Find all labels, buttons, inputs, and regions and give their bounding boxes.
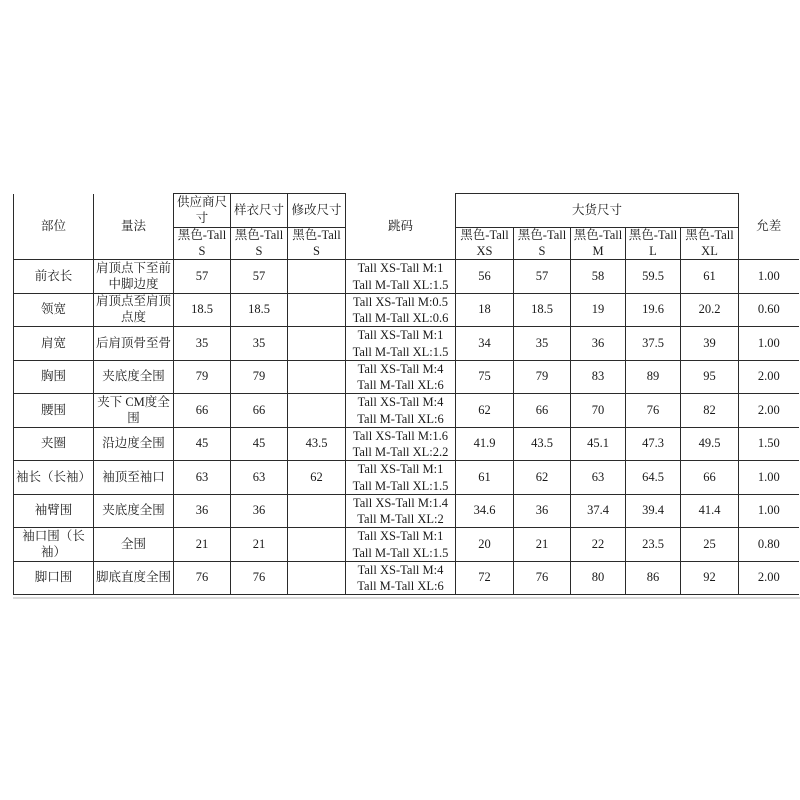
size-label: L [649,243,657,258]
col-header-method: 量法 [94,194,174,260]
table-row [14,260,799,294]
table-row [14,561,799,595]
cell-modified-size: 62 [288,461,346,495]
cell-bulk-l: 37.5 [626,327,681,361]
cell-tolerance: 1.00 [739,260,799,294]
size-label: S [538,243,546,258]
cell-supplier-size: 66 [174,394,231,428]
cell-bulk-l: 39.4 [626,494,681,528]
cell-part: 袖长（长袖） [14,461,94,495]
cell-grading [346,260,456,294]
cell-bulk-s: 21 [514,528,571,562]
cell-tolerance: 2.00 [739,394,799,428]
cell-bulk-xl: 25 [681,528,739,562]
cell-grading [346,461,456,495]
colorway-label: 黑色-Tall [292,228,341,242]
cell-part: 前衣长 [14,260,94,294]
cell-bulk-l: 64.5 [626,461,681,495]
cell-sample-size: 45 [231,427,288,461]
cell-bulk-m: 36 [571,327,626,361]
cell-bulk-m: 63 [571,461,626,495]
cell-bulk-xl: 61 [681,260,739,294]
cell-grading [346,427,456,461]
colorway-label: 黑色-Tall [517,228,567,242]
cell-bulk-xl: 82 [681,394,739,428]
cell-supplier-size: 35 [174,327,231,361]
cell-tolerance: 1.00 [739,494,799,528]
cell-part: 腰围 [14,394,94,428]
grading-line: Tall M-Tall XL:1.5 [352,478,449,493]
cell-bulk-m: 58 [571,260,626,294]
cell-grading [346,327,456,361]
colorway-label: 黑色-Tall [460,228,509,242]
cell-bulk-xl: 41.4 [681,494,739,528]
cell-bulk-m: 45.1 [571,427,626,461]
cell-bulk-xl: 49.5 [681,427,739,461]
cell-method: 夹底度全围 [94,360,174,394]
spec-rows [14,260,799,595]
grading-line: Tall M-Tall XL:1.5 [352,545,449,560]
cell-bulk-s: 79 [514,360,571,394]
subheader-bulk-s [514,228,571,260]
grading-line: Tall XS-Tall M:4 [357,395,444,410]
grading-line: Tall M-Tall XL:2 [357,512,444,526]
cell-modified-size [288,394,346,428]
cell-bulk-xl: 95 [681,360,739,394]
cell-supplier-size: 79 [174,360,231,394]
cell-part: 夹圈 [14,427,94,461]
cell-bulk-xs: 20 [456,528,514,562]
grading-line: Tall XS-Tall M:1 [357,328,444,343]
cell-bulk-s: 35 [514,327,571,361]
size-label: S [255,243,263,258]
cell-supplier-size: 45 [174,427,231,461]
grading-line: Tall XS-Tall M:1.6 [352,428,449,443]
cell-supplier-size: 21 [174,528,231,562]
cell-part: 脚口围 [14,561,94,595]
cell-bulk-s: 76 [514,561,571,595]
table-row [14,427,799,461]
cell-bulk-xl: 20.2 [681,293,739,327]
cell-modified-size [288,561,346,595]
cell-sample-size: 57 [231,260,288,294]
cell-method: 脚底直度全围 [94,561,174,595]
cell-bulk-xs: 18 [456,293,514,327]
cell-bulk-m: 80 [571,561,626,595]
grading-line: Tall M-Tall XL:6 [357,579,444,593]
cell-method: 夹底度全围 [94,494,174,528]
cell-part: 胸围 [14,360,94,394]
size-label: S [313,243,320,258]
cell-supplier-size: 63 [174,461,231,495]
subheader-modified-colorway [288,228,346,260]
cell-bulk-m: 19 [571,293,626,327]
grading-line: Tall XS-Tall M:4 [357,562,444,577]
cell-grading [346,561,456,595]
cell-sample-size: 76 [231,561,288,595]
cell-grading [346,494,456,528]
cell-bulk-xs: 56 [456,260,514,294]
grading-line: Tall XS-Tall M:1 [357,462,444,477]
cell-bulk-xs: 62 [456,394,514,428]
cell-modified-size: 43.5 [288,427,346,461]
grading-line: Tall M-Tall XL:6 [357,378,444,392]
size-label: S [198,243,206,258]
subheader-bulk-xl [681,228,739,260]
cell-bulk-m: 37.4 [571,494,626,528]
cell-tolerance: 0.80 [739,528,799,562]
cell-bulk-xl: 39 [681,327,739,361]
cell-method: 沿边度全围 [94,427,174,461]
colorway-label: 黑色-Tall [234,228,284,242]
cell-bulk-xs: 72 [456,561,514,595]
cell-bulk-xs: 61 [456,461,514,495]
cell-bulk-m: 83 [571,360,626,394]
col-header-supplier-size: 供应商尺寸 [174,194,231,228]
cell-bulk-s: 36 [514,494,571,528]
cell-tolerance: 0.60 [739,293,799,327]
cell-bulk-l: 23.5 [626,528,681,562]
cell-method: 后肩顶骨至骨 [94,327,174,361]
table-row [14,494,799,528]
cell-grading [346,528,456,562]
cell-bulk-l: 89 [626,360,681,394]
cell-grading [346,394,456,428]
cell-bulk-s: 57 [514,260,571,294]
cell-tolerance: 2.00 [739,561,799,595]
cell-sample-size: 63 [231,461,288,495]
grading-line: Tall XS-Tall M:0.5 [352,294,449,309]
cell-modified-size [288,327,346,361]
colorway-label: 黑色-Tall [573,228,623,242]
table-row [14,327,799,361]
grading-line: Tall M-Tall XL:6 [357,411,444,426]
cell-part: 领宽 [14,293,94,327]
cell-bulk-l: 59.5 [626,260,681,294]
col-header-grading: 跳码 [346,194,456,260]
cell-bulk-xl: 66 [681,461,739,495]
cell-sample-size: 66 [231,394,288,428]
grading-line: Tall XS-Tall M:1.4 [352,495,449,510]
colorway-label: 黑色-Tall [685,228,734,242]
grading-line: Tall XS-Tall M:1 [357,261,444,276]
cell-bulk-s: 18.5 [514,293,571,327]
cell-tolerance: 1.00 [739,327,799,361]
col-header-sample-size: 样衣尺寸 [231,194,288,228]
size-spec-table [13,193,799,595]
cell-grading [346,293,456,327]
cell-sample-size: 79 [231,360,288,394]
cell-bulk-xs: 34 [456,327,514,361]
cell-method: 袖顶至袖口 [94,461,174,495]
cell-sample-size: 18.5 [231,293,288,327]
table-row [14,360,799,394]
cell-supplier-size: 18.5 [174,293,231,327]
spec-sheet [13,193,799,595]
table-row [14,293,799,327]
col-header-modified-size: 修改尺寸 [288,194,346,228]
cell-modified-size [288,360,346,394]
colorway-label: 黑色-Tall [628,228,678,242]
cell-modified-size [288,260,346,294]
subheader-bulk-xs [456,228,514,260]
table-row [14,528,799,562]
col-header-part: 部位 [14,194,94,260]
cell-bulk-m: 70 [571,394,626,428]
cell-sample-size: 35 [231,327,288,361]
cell-tolerance: 1.50 [739,427,799,461]
grading-line: Tall M-Tall XL:1.5 [352,277,449,292]
table-row [14,461,799,495]
cell-modified-size [288,494,346,528]
cell-bulk-xs: 75 [456,360,514,394]
cell-method: 肩顶点至肩顶点度 [94,293,174,327]
cell-tolerance: 1.00 [739,461,799,495]
grading-line: Tall XS-Tall M:4 [357,361,444,376]
cell-supplier-size: 57 [174,260,231,294]
cell-bulk-xs: 34.6 [456,494,514,528]
cell-bulk-s: 66 [514,394,571,428]
cell-part: 肩宽 [14,327,94,361]
subheader-bulk-m [571,228,626,260]
cell-supplier-size: 76 [174,561,231,595]
subheader-bulk-l [626,228,681,260]
grading-line: Tall XS-Tall M:1 [357,529,444,544]
cell-tolerance: 2.00 [739,360,799,394]
cell-bulk-l: 86 [626,561,681,595]
cell-modified-size [288,528,346,562]
table-row [14,394,799,428]
cell-grading [346,360,456,394]
cell-bulk-s: 62 [514,461,571,495]
col-header-bulk-size: 大货尺寸 [456,194,739,228]
cell-modified-size [288,293,346,327]
subheader-sample-colorway [231,228,288,260]
cell-bulk-l: 47.3 [626,427,681,461]
size-label: XS [476,243,493,258]
grading-line: Tall M-Tall XL:0.6 [352,311,449,325]
colorway-label: 黑色-Tall [177,228,227,242]
col-header-tolerance: 允差 [739,194,799,260]
cell-method: 全围 [94,528,174,562]
cell-sample-size: 36 [231,494,288,528]
cell-method: 肩顶点下至前中脚边度 [94,260,174,294]
cell-supplier-size: 36 [174,494,231,528]
subheader-supplier-colorway [174,228,231,260]
cell-sample-size: 21 [231,528,288,562]
bottom-divider [13,597,800,599]
grading-line: Tall M-Tall XL:1.5 [352,344,449,359]
header-row-top [14,194,799,228]
cell-part: 袖口围（长袖） [14,528,94,562]
cell-bulk-xs: 41.9 [456,427,514,461]
cell-bulk-s: 43.5 [514,427,571,461]
cell-bulk-l: 76 [626,394,681,428]
cell-bulk-m: 22 [571,528,626,562]
grading-line: Tall M-Tall XL:2.2 [352,445,449,459]
cell-bulk-xl: 92 [681,561,739,595]
size-label: M [592,243,604,258]
cell-bulk-l: 19.6 [626,293,681,327]
cell-method: 夹下 CM度全围 [94,394,174,428]
size-label: XL [701,243,718,258]
cell-part: 袖臂围 [14,494,94,528]
